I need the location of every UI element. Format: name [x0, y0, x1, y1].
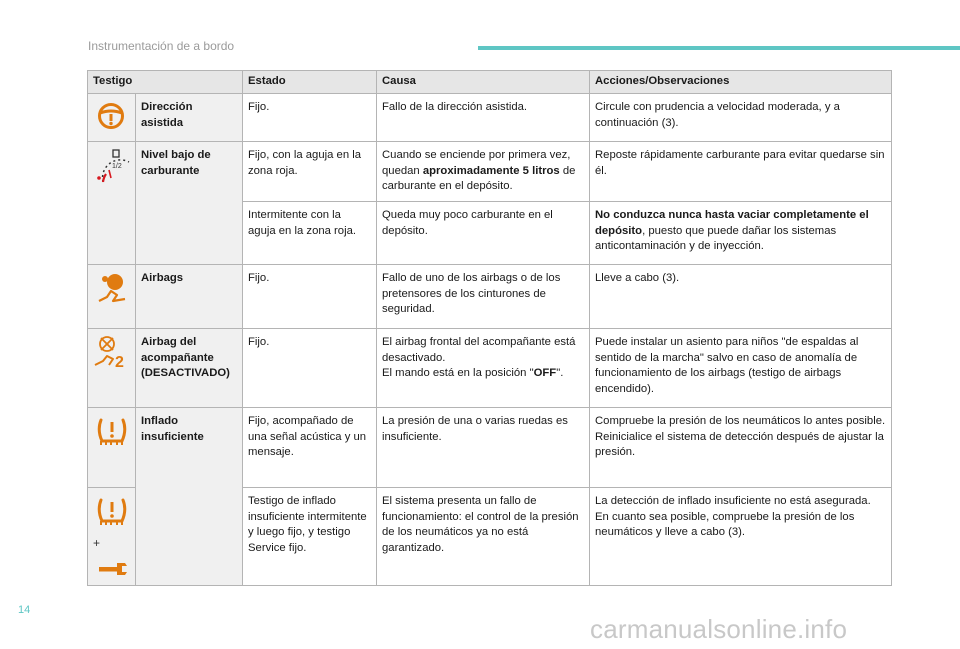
action-cell: Compruebe la presión de los neumáticos lo antes posible. Reinicialice el sistema de detección después de ajustar la presión.	[590, 408, 892, 488]
tyre-pressure-icon	[95, 414, 129, 448]
cause-cell: Cuando se enciende por primera vez, quedan aproximadamente 5 litros de carburante en el depósito.	[377, 142, 590, 202]
column-header-acciones: Acciones/Observaciones	[590, 71, 892, 94]
table-row	[88, 329, 892, 408]
column-header-estado: Estado	[243, 71, 377, 94]
table-row	[88, 142, 892, 202]
state-cell: Intermitente con la aguja en la zona roja.	[243, 202, 377, 265]
action-cell: Reposte rápidamente carburante para evitar quedarse sin él.	[590, 142, 892, 202]
state-cell: Fijo, acompañado de una señal acústica y un mensaje.	[243, 408, 377, 488]
low-fuel-gauge-icon	[93, 148, 133, 188]
icon-cell	[88, 488, 136, 586]
plus-sign: +	[93, 536, 101, 550]
icon-cell	[88, 329, 136, 408]
warning-lights-table	[87, 70, 892, 586]
state-cell: Testigo de inflado insuficiente intermitente y luego fijo, y testigo Service fijo.	[243, 488, 377, 586]
service-wrench-icon	[95, 560, 129, 578]
cause-cell: Fallo de la dirección asistida.	[377, 94, 590, 142]
svg-text:1/2: 1/2	[112, 163, 122, 170]
action-cell: Circule con prudencia a velocidad moderada, y a continuación (3).	[590, 94, 892, 142]
power-steering-warning-icon	[95, 100, 129, 132]
watermark: carmanualsonline.info	[590, 614, 848, 644]
cause-cell: La presión de una o varias ruedas es insuficiente.	[377, 408, 590, 488]
airbag-icon	[95, 271, 129, 305]
cause-cell: Fallo de uno de los airbags o de los pretensores de los cinturones de seguridad.	[377, 265, 590, 329]
header-accent-bar	[478, 46, 960, 50]
section-title: Instrumentación de a bordo	[88, 39, 235, 53]
table-row	[88, 265, 892, 329]
icon-cell	[88, 408, 136, 488]
icon-cell	[88, 94, 136, 142]
action-cell: Lleve a cabo (3).	[590, 265, 892, 329]
icon-cell	[88, 142, 136, 265]
tyre-pressure-icon	[95, 494, 129, 528]
page-number: 14	[18, 604, 31, 616]
state-cell: Fijo.	[243, 265, 377, 329]
action-cell: No conduzca nunca hasta vaciar completamente el depósito, puesto que puede dañar los sistemas anticontaminación y de inyección.	[590, 202, 892, 265]
column-header-causa: Causa	[377, 71, 590, 94]
cause-cell: El airbag frontal del acompañante está desactivado. El mando está en la posición "OFF".	[377, 329, 590, 408]
column-header-testigo: Testigo	[88, 71, 243, 94]
table-header-row	[88, 71, 892, 94]
svg-text:2: 2	[115, 354, 124, 369]
light-name: Airbags	[136, 265, 243, 329]
table-row	[88, 94, 892, 142]
state-cell: Fijo.	[243, 94, 377, 142]
state-cell: Fijo, con la aguja en la zona roja.	[243, 142, 377, 202]
cause-cell: El sistema presenta un fallo de funcionamiento: el control de la presión de los neumáticos ya no está garantizado.	[377, 488, 590, 586]
light-name: Airbag del acompañante (DESACTIVADO)	[136, 329, 243, 408]
light-name: Dirección asistida	[136, 94, 243, 142]
light-name: Inflado insuficiente	[136, 408, 243, 586]
state-cell: Fijo.	[243, 329, 377, 408]
passenger-airbag-off-icon	[93, 335, 131, 369]
action-cell: Puede instalar un asiento para niños "de espaldas al sentido de la marcha" salvo en caso de anomalía de funcionamiento de los airbags (testigo de airbags encendido).	[590, 329, 892, 408]
cause-cell: Queda muy poco carburante en el depósito.	[377, 202, 590, 265]
light-name: Nivel bajo de carburante	[136, 142, 243, 265]
table-row	[88, 408, 892, 488]
action-cell: La detección de inflado insuficiente no está asegurada. En cuanto sea posible, compruebe la presión de los neumáticos y lleve a cabo (3).	[590, 488, 892, 586]
icon-cell	[88, 265, 136, 329]
